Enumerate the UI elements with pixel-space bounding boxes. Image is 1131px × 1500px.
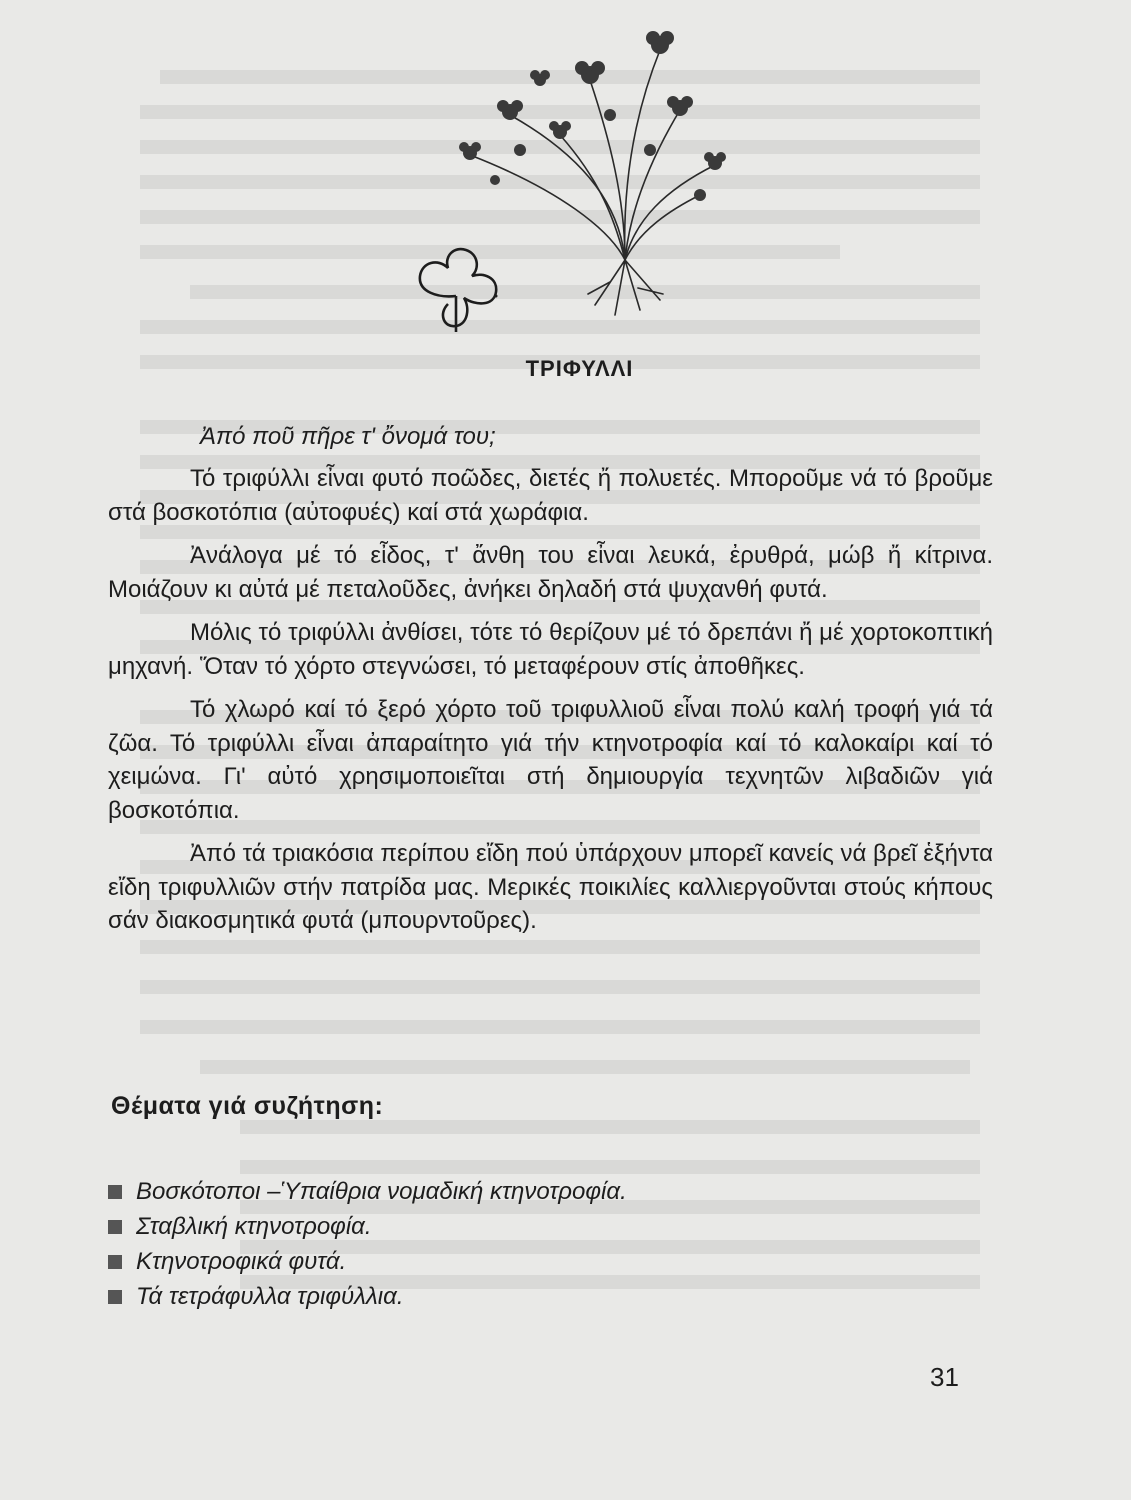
paragraph: Τό χλωρό καί τό ξερό χόρτο τοῦ τριφυλλιοῦ εἶναι πολύ καλή τροφή γιά τά ζῶα. Τό τριφύλλι εἶναι ἀπαραίτητο γιά τήν κτηνοτροφία καί τό καλοκαίρι καί τό χειμώνα. Γι' αὐτό χρησιμοποιεῖται στή δημιουργία τεχνητῶν λιβαδιῶν γιά βοσκοτόπια.	[108, 696, 993, 824]
square-bullet-icon	[108, 1220, 122, 1234]
page-number: 31	[930, 1362, 959, 1392]
clover-leaf-icon	[408, 246, 508, 336]
topic-text: Τά τετράφυλλα τριφύλλια.	[136, 1283, 404, 1310]
topic-text: Σταβλική κτηνοτροφία.	[136, 1213, 372, 1240]
discussion-topics-heading: Θέματα γιά συζήτηση:	[111, 1092, 384, 1120]
list-item	[108, 1245, 627, 1278]
paragraph: Ἀνάλογα μέ τό εἶδος, τ' ἄνθη του εἶναι λευκά, ἐρυθρά, μώβ ἤ κίτρινα. Μοιάζουν κι αὐτά μέ πεταλοῦδες, ἀνήκει δηλαδή στά ψυχανθή φυτά.	[108, 542, 993, 603]
list-item	[108, 1280, 627, 1313]
body-text	[108, 462, 993, 948]
paragraph: Τό τριφύλλι εἶναι φυτό ποῶδες, διετές ἤ πολυετές. Μποροῦμε νά τό βροῦμε στά βοσκοτόπια (αὐτοφυές) καί στά χωράφια.	[108, 465, 993, 526]
square-bullet-icon	[108, 1290, 122, 1304]
discussion-topics-list	[108, 1175, 627, 1315]
topic-text: Βοσκότοποι –Ὑπαίθρια νομαδική κτηνοτροφία.	[136, 1178, 627, 1205]
page-title: ΤΡΙΦΥΛΛΙ	[525, 356, 634, 381]
paragraph: Ἀπό τά τριακόσια περίπου εἴδη πού ὑπάρχουν μπορεῖ κανείς νά βρεῖ ἑξήντα εἴδη τριφυλλιῶν στήν πατρίδα μας. Μερικές ποικιλίες καλλιεργοῦνται στούς κήπους σάν διακοσμητικά φυτά (μπουρντοῦρες).	[108, 840, 993, 934]
question-heading: Ἀπό ποῦ πῆρε τ' ὄνομά του;	[200, 423, 496, 450]
topic-text: Κτηνοτροφικά φυτά.	[136, 1248, 347, 1275]
square-bullet-icon	[108, 1185, 122, 1199]
list-item	[108, 1175, 627, 1208]
square-bullet-icon	[108, 1255, 122, 1269]
paragraph: Μόλις τό τριφύλλι ἀνθίσει, τότε τό θερίζουν μέ τό δρεπάνι ἤ μέ χορτοκοπτική μηχανή. Ὅταν τό χόρτο στεγνώσει, τό μεταφέρουν στίς ἀποθῆκες.	[108, 619, 993, 680]
list-item	[108, 1210, 627, 1243]
